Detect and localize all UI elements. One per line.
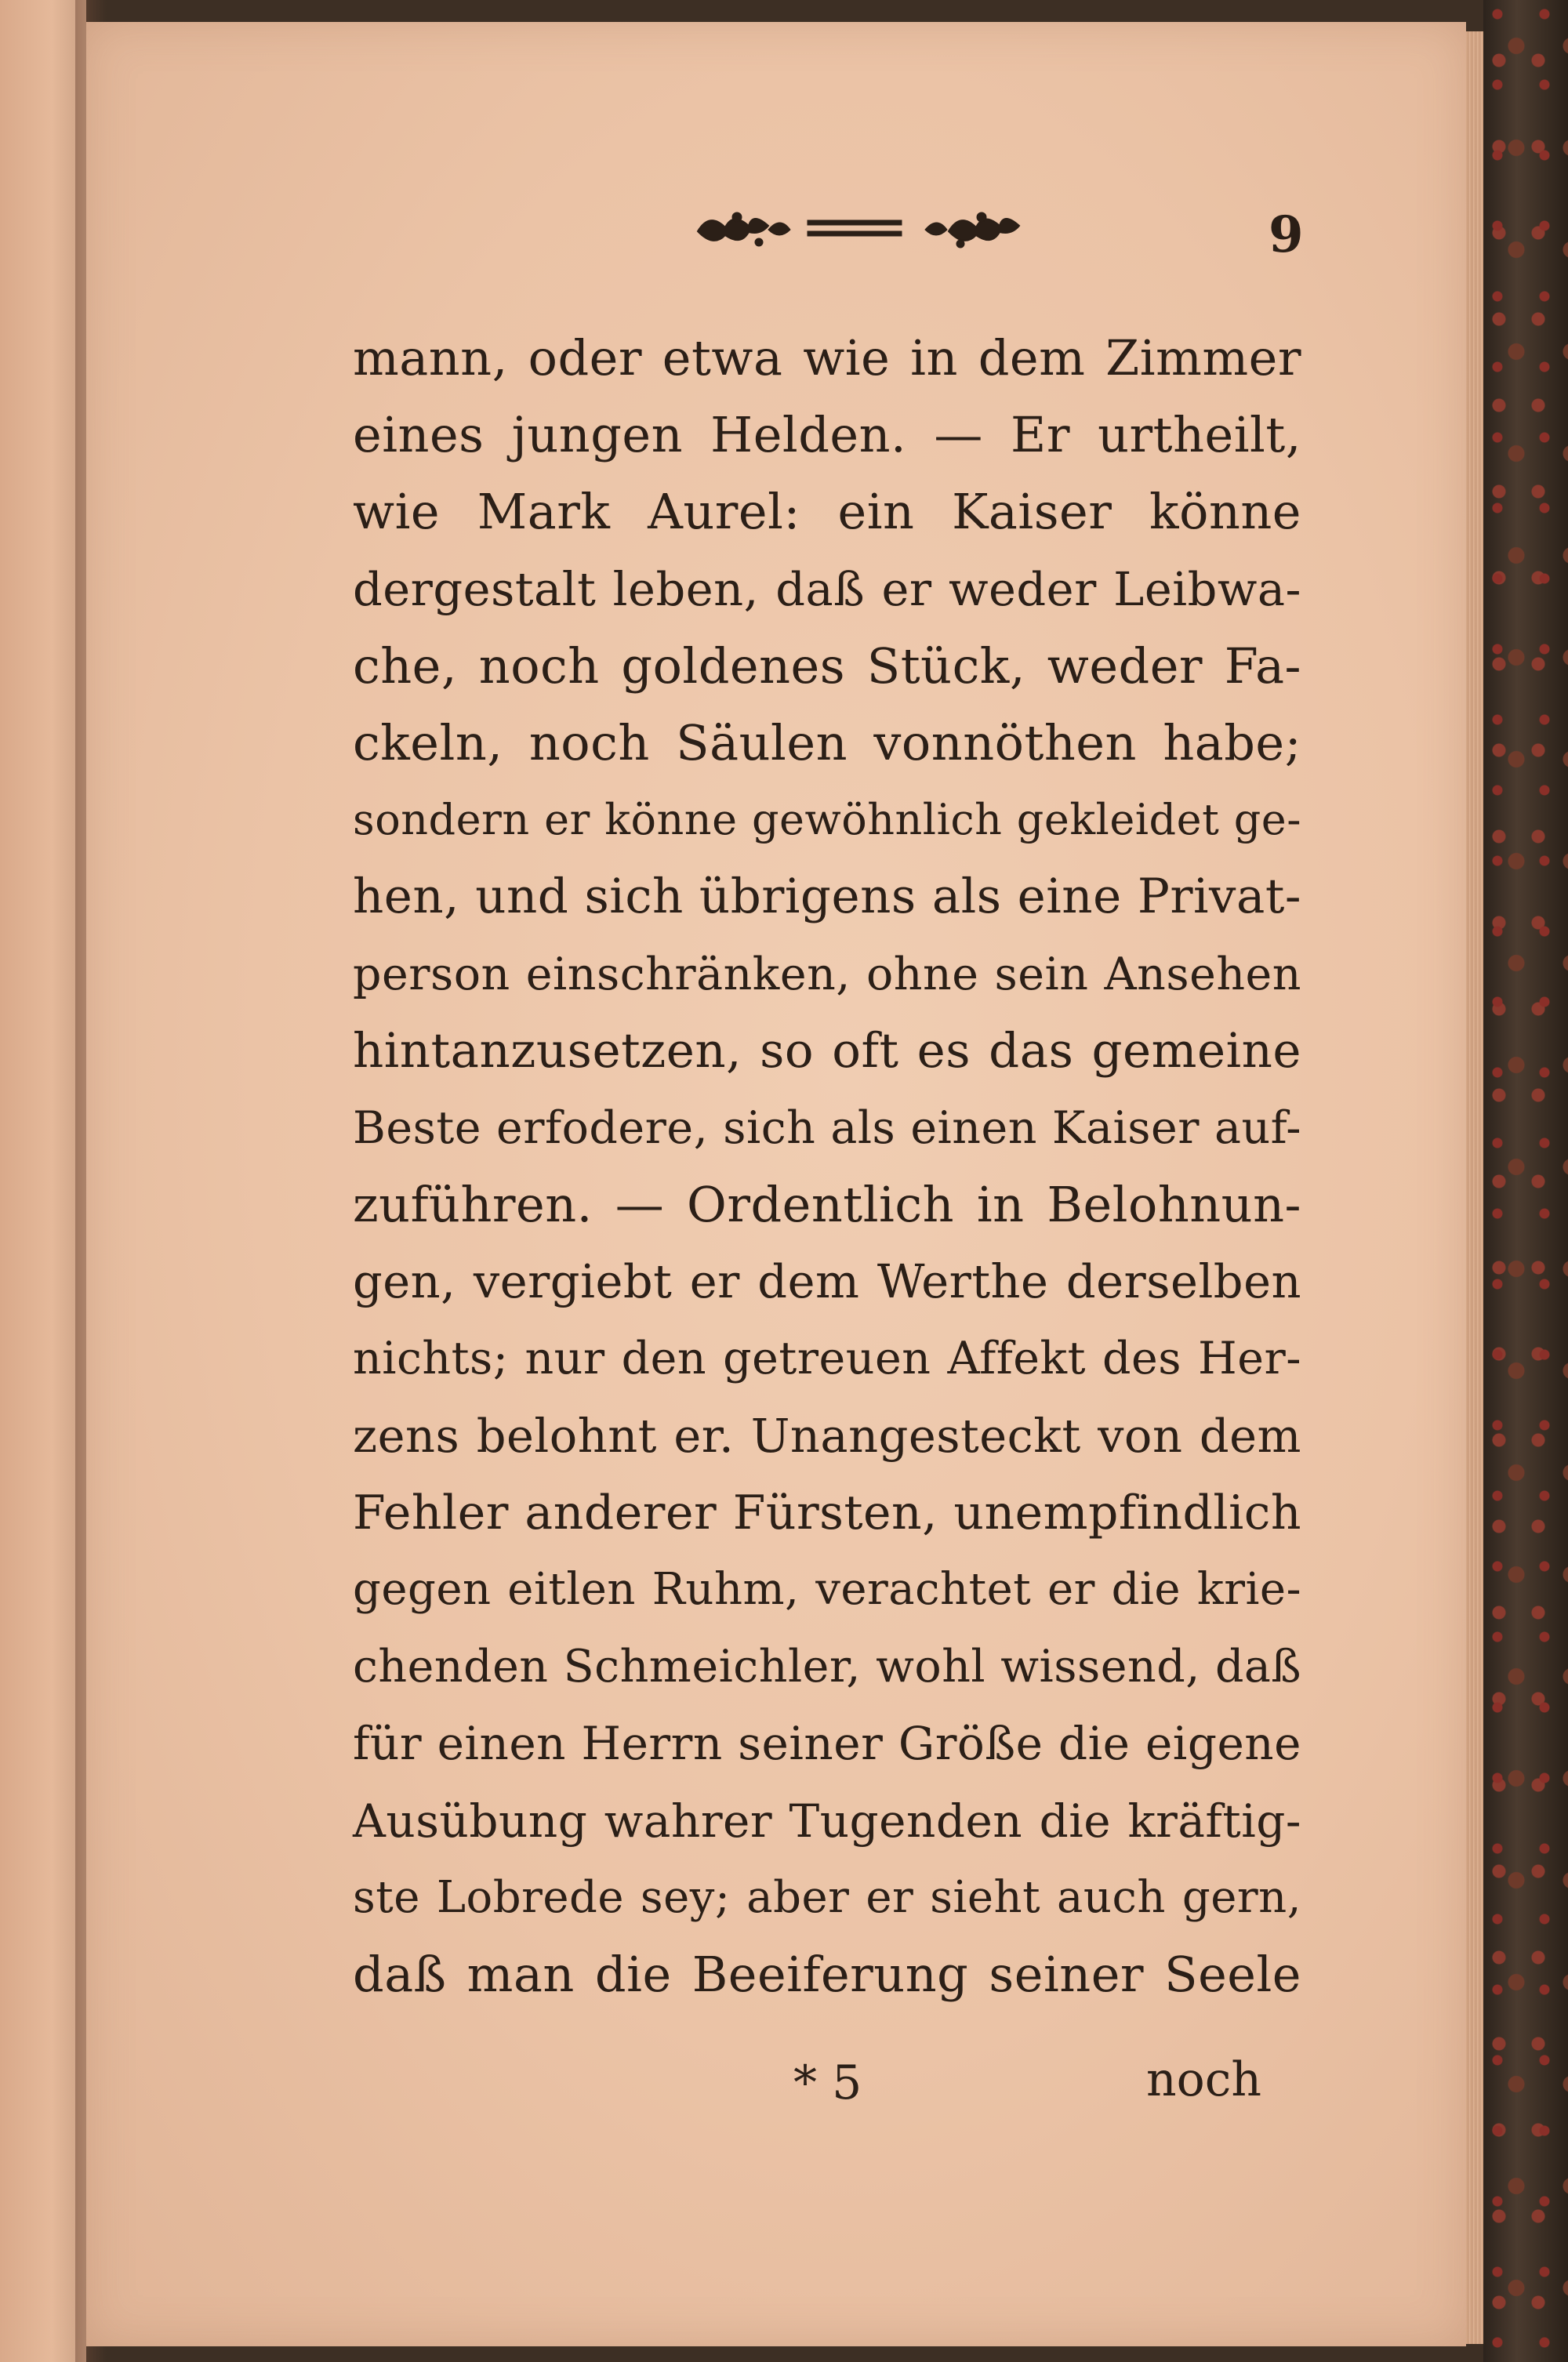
marbled-cover	[1483, 0, 1568, 2362]
text-line: für einen Herrn seiner Größe die eigene	[353, 1717, 1301, 1771]
text-line: hen, und sich übrigens als eine Privat-	[353, 869, 1301, 925]
page-number: 9	[1269, 205, 1304, 264]
text-line: gegen eitlen Ruhm, verachtet er die krie-	[353, 1564, 1301, 1615]
text-line: Beste erfodere, sich als einen Kaiser auf-	[353, 1101, 1301, 1154]
text-line: zuführen. — Ordentlich in Belohnun-	[353, 1176, 1301, 1234]
text-line: chenden Schmeichler, wohl wissend, daß	[353, 1641, 1301, 1693]
text-line: che, noch goldenes Stück, weder Fa-	[353, 637, 1301, 695]
text-line: daß man die Beeiferung seiner Seele	[353, 1945, 1301, 2003]
header-ornament-icon	[690, 200, 1027, 255]
text-line: person einschränken, ohne sein Ansehen	[353, 948, 1301, 1000]
signature-mark: * 5	[793, 2055, 862, 2110]
text-line: Ausübung wahrer Tugenden die kräftig-	[353, 1794, 1301, 1848]
text-line: nichts; nur den getreuen Affekt des Her-	[353, 1333, 1301, 1385]
text-line: Fehler anderer Fürsten, unempfindlich	[353, 1485, 1301, 1540]
body-text	[353, 320, 1301, 2013]
text-line: ckeln, noch Säulen vonnöthen habe;	[353, 713, 1301, 771]
text-line: zens belohnt er. Unangesteckt von dem	[353, 1408, 1301, 1463]
text-line: dergestalt leben, daß er weder Leibwa-	[353, 561, 1301, 616]
text-line: ste Lobrede sey; aber er sieht auch gern,	[353, 1871, 1301, 1923]
left-facing-page-edge	[0, 0, 86, 2362]
text-line: sondern er könne gewöhnlich gekleidet ge-	[353, 795, 1301, 845]
text-line: hintanzusetzen, so oft es das gemeine	[353, 1022, 1301, 1079]
text-line: eines jungen Helden. — Er urtheilt,	[353, 406, 1301, 464]
text-line: gen, vergiebt er dem Werthe derselben	[353, 1254, 1301, 1309]
text-line: mann, oder etwa wie in dem Zimmer	[353, 329, 1301, 386]
page-stack-edge	[1466, 31, 1483, 2344]
catchword: noch	[1146, 2052, 1262, 2107]
text-line: wie Mark Aurel: ein Kaiser könne	[353, 483, 1301, 541]
